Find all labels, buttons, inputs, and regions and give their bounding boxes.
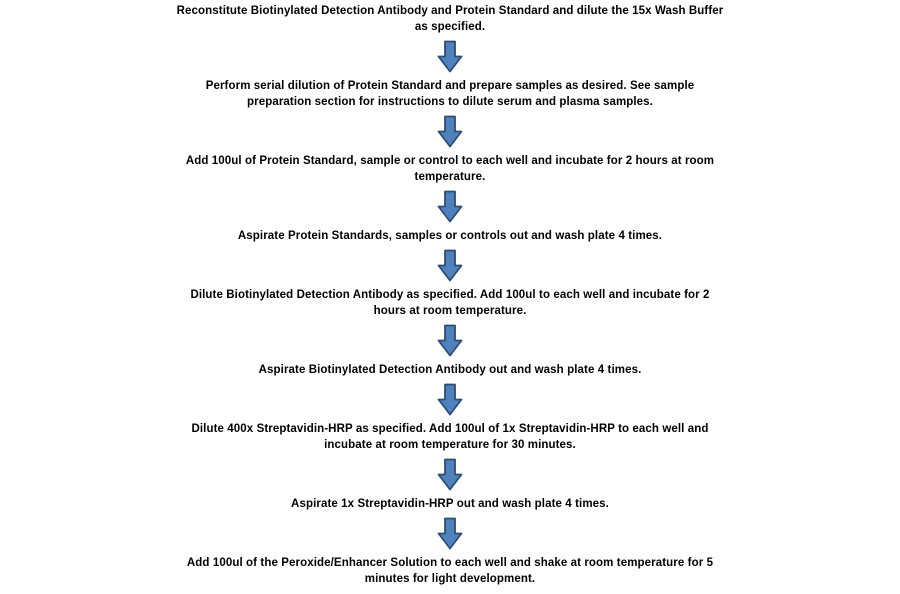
down-arrow-shape bbox=[439, 251, 462, 281]
down-arrow-icon bbox=[437, 383, 463, 416]
step-2-line-2: preparation section for instructions to dilute serum and plasma samples. bbox=[247, 96, 653, 108]
down-arrow-icon bbox=[437, 115, 463, 148]
step-2 bbox=[206, 78, 695, 110]
step-8 bbox=[291, 496, 609, 512]
down-arrow-icon bbox=[437, 324, 463, 357]
step-1-line-2: as specified. bbox=[414, 21, 486, 33]
step-9-line-1: Add 100ul of the Peroxide/Enhancer Solution to each well and shake at room temperature for 5 bbox=[186, 557, 714, 569]
down-arrow-icon bbox=[437, 458, 463, 491]
step-5-line-1: Dilute Biotinylated Detection Antibody as specified. Add 100ul to each well and incubate for 2 bbox=[190, 289, 710, 301]
step-5 bbox=[190, 287, 709, 319]
down-arrow-icon bbox=[437, 517, 463, 550]
down-arrow-shape bbox=[439, 117, 462, 147]
down-arrow-shape bbox=[439, 42, 462, 72]
down-arrow-shape bbox=[439, 519, 462, 549]
step-5-line-2: hours at room temperature. bbox=[373, 305, 527, 317]
step-3-line-2: temperature. bbox=[414, 171, 486, 183]
down-arrow-shape bbox=[439, 460, 462, 490]
down-arrow-icon bbox=[437, 190, 463, 223]
step-2-line-1: Perform serial dilution of Protein Standard and prepare samples as desired. See sample bbox=[205, 80, 695, 92]
step-4-line-1: Aspirate Protein Standards, samples or controls out and wash plate 4 times. bbox=[237, 230, 663, 242]
step-9-line-2: minutes for light development. bbox=[364, 573, 536, 585]
step-1 bbox=[177, 3, 724, 35]
step-3-line-1: Add 100ul of Protein Standard, sample or control to each well and incubate for 2 hours at room bbox=[185, 155, 715, 167]
step-6-line-1: Aspirate Biotinylated Detection Antibody out and wash plate 4 times. bbox=[258, 364, 642, 376]
down-arrow-shape bbox=[439, 192, 462, 222]
step-7-line-2: incubate at room temperature for 30 minutes. bbox=[324, 439, 576, 451]
down-arrow-shape bbox=[439, 326, 462, 356]
step-4 bbox=[238, 228, 662, 244]
step-6 bbox=[259, 362, 642, 378]
step-9 bbox=[187, 555, 713, 587]
down-arrow-icon bbox=[437, 249, 463, 282]
down-arrow-shape bbox=[439, 385, 462, 415]
step-3 bbox=[186, 153, 714, 185]
step-7-line-1: Dilute 400x Streptavidin-HRP as specified. Add 100ul of 1x Streptavidin-HRP to each well and bbox=[191, 423, 709, 435]
step-1-line-1: Reconstitute Biotinylated Detection Antibody and Protein Standard and dilute the 15x Wash Buffer bbox=[176, 5, 724, 17]
down-arrow-icon bbox=[437, 40, 463, 73]
step-7 bbox=[191, 421, 708, 453]
step-8-line-1: Aspirate 1x Streptavidin-HRP out and wash plate 4 times. bbox=[291, 498, 609, 510]
